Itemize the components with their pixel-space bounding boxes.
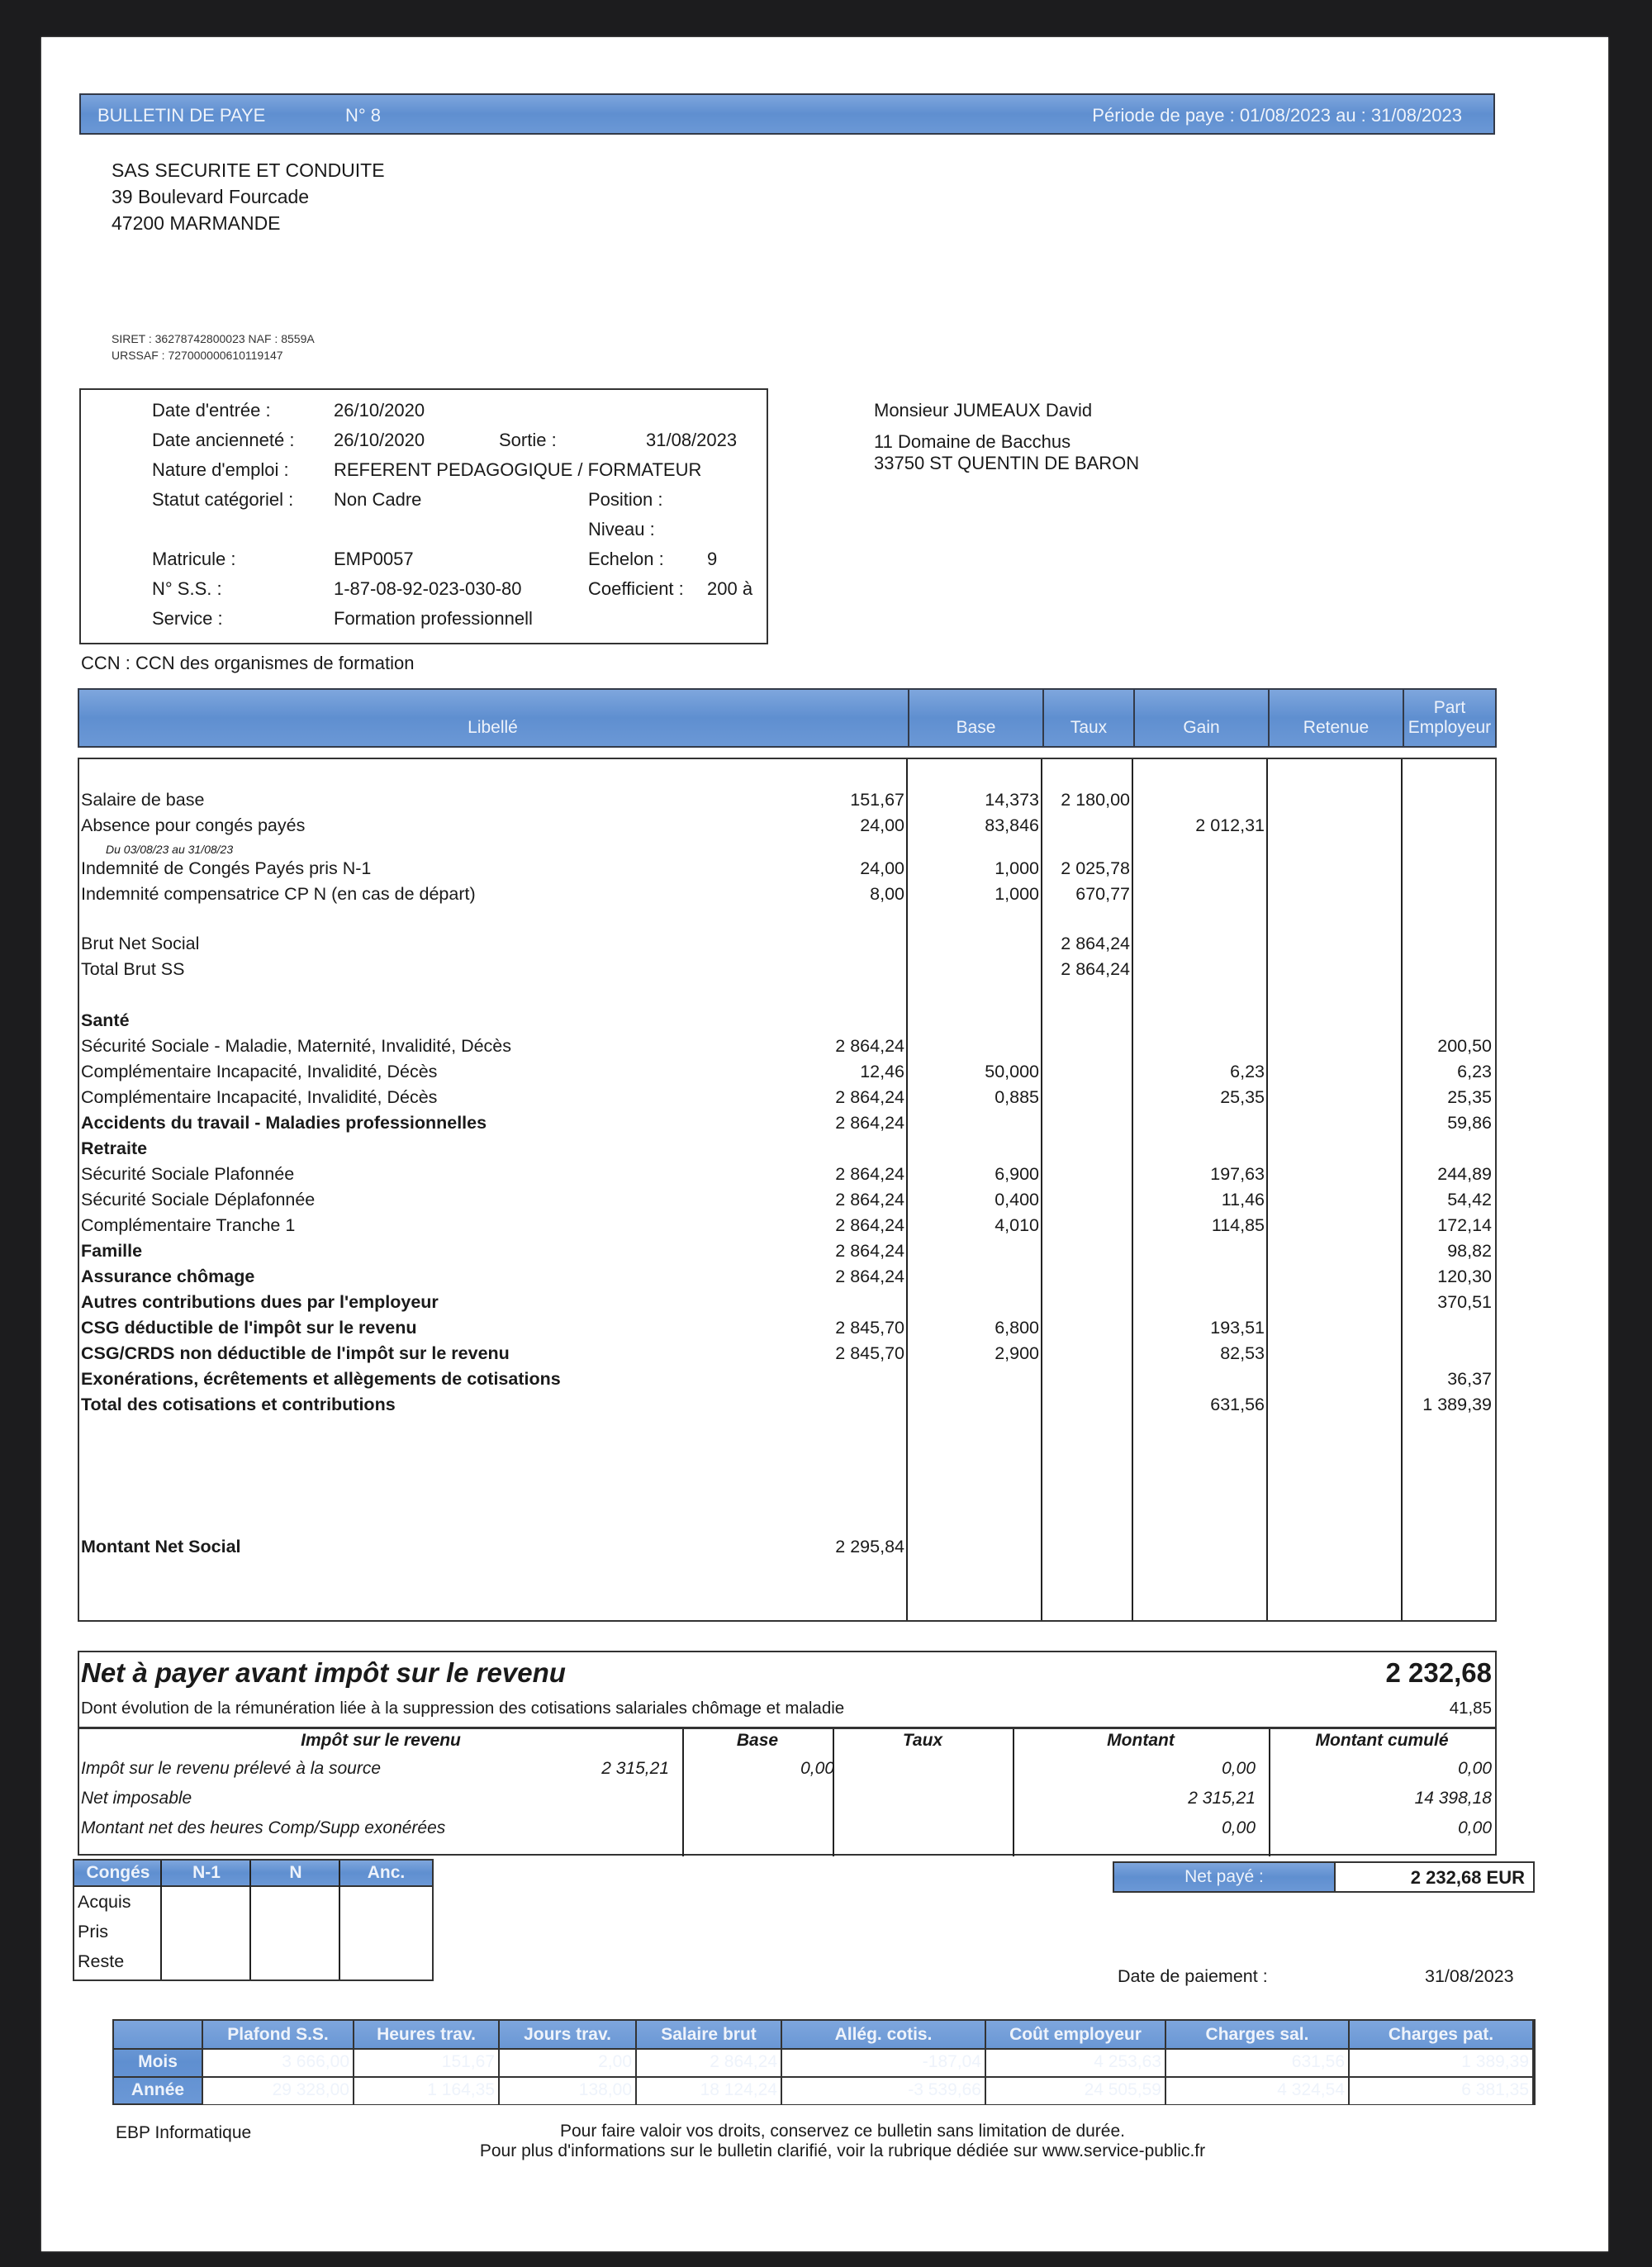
table-row (79, 1340, 1495, 1366)
ir-row-label: Montant net des heures Comp/Supp exonérées (81, 1818, 446, 1837)
line-base: 2 864,24 (835, 1113, 904, 1133)
summary-value-cell: 4 324,54 (1166, 2076, 1350, 2104)
net-paye-label: Net payé : (1114, 1863, 1336, 1891)
line-label: Sécurité Sociale - Maladie, Maternité, Invalidité, Décès (81, 1036, 512, 1056)
table-row (79, 881, 1495, 906)
summary-row-label: Mois (114, 2048, 203, 2076)
line-base: 8,00 (870, 884, 904, 904)
echelon-value: 9 (707, 549, 718, 569)
table-row (79, 1263, 1495, 1289)
matricule-label: Matricule : (152, 549, 236, 569)
date-entree-label: Date d'entrée : (152, 400, 271, 421)
summary-header-cell: Coût employeur (986, 2021, 1166, 2048)
summary-value-cell: 18 124,24 (637, 2076, 782, 2104)
company-name: SAS SECURITE ET CONDUITE (112, 159, 385, 181)
table-row (79, 1289, 1495, 1314)
line-employeur: 59,86 (1447, 1113, 1492, 1133)
line-retenue: 25,35 (1220, 1087, 1265, 1107)
niveau-label: Niveau : (588, 519, 655, 539)
line-employeur: 1 389,39 (1422, 1395, 1492, 1414)
ir-row-cumul: 14 398,18 (1414, 1789, 1492, 1808)
ir-row-montant: 2 315,21 (1188, 1789, 1256, 1808)
statut-value: Non Cadre (334, 489, 422, 510)
summary-corner (114, 2021, 203, 2048)
conges-header-cell: N (289, 1863, 302, 1882)
line-label: Total des cotisations et contributions (81, 1395, 396, 1414)
statut-label: Statut catégoriel : (152, 489, 294, 510)
document-title: BULLETIN DE PAYE (97, 105, 266, 126)
line-employeur: 120,30 (1437, 1267, 1492, 1286)
line-taux: 6,900 (995, 1164, 1039, 1184)
table-row (79, 1314, 1495, 1340)
table-row (79, 1391, 1495, 1417)
line-label: Salaire de base (81, 790, 205, 810)
line-employeur: 244,89 (1437, 1164, 1492, 1184)
line-taux: 50,000 (985, 1062, 1039, 1081)
line-label: Indemnité de Congés Payés pris N-1 (81, 858, 372, 878)
line-label: Santé (81, 1010, 130, 1030)
line-label: Brut Net Social (81, 934, 200, 953)
table-row (79, 1135, 1495, 1161)
ir-header-base: Base (736, 1731, 779, 1750)
payroll-table-header (78, 688, 1497, 748)
line-employeur: 98,82 (1447, 1241, 1492, 1261)
line-base: 24,00 (860, 815, 904, 835)
table-row (79, 1058, 1495, 1084)
table-row (79, 812, 1495, 838)
line-gain: 2 864,24 (1061, 934, 1130, 953)
row-divider (114, 2048, 1534, 2050)
ir-row-label: Impôt sur le revenu prélevé à la source (81, 1759, 382, 1778)
column-divider (160, 1861, 162, 1979)
line-label: Indemnité compensatrice CP N (en cas de départ) (81, 884, 476, 904)
ir-row-base: 2 315,21 (601, 1759, 669, 1778)
line-gain: 2 025,78 (1061, 858, 1130, 878)
net-before-tax-label: Net à payer avant impôt sur le revenu (81, 1657, 566, 1688)
table-row (79, 930, 1495, 956)
line-label: Autres contributions dues par l'employeur (81, 1292, 439, 1312)
matricule-value: EMP0057 (334, 549, 414, 569)
line-label: Famille (81, 1241, 143, 1261)
conges-header-cell: Congés (86, 1863, 150, 1882)
line-label: Montant Net Social (81, 1537, 241, 1556)
ir-row-cumul: 0,00 (1458, 1759, 1492, 1778)
footer-line-1: Pour faire valoir vos droits, conservez ce bulletin sans limitation de durée. (560, 2122, 1125, 2141)
pay-period: Période de paye : 01/08/2023 au : 31/08/2023 (1092, 105, 1462, 126)
summary-header-cell: Jours trav. (500, 2021, 637, 2048)
footer-line-2: Pour plus d'informations sur le bulletin clarifié, voir la rubrique dédiée sur www.service-public.fr (479, 2141, 1206, 2160)
summary-table (112, 2019, 1536, 2105)
summary-value-cell: 2 864,24 (637, 2048, 782, 2076)
line-base: 2 864,24 (835, 1215, 904, 1235)
net-paye-value: 2 232,68 EUR (1410, 1867, 1525, 1888)
evolution-value: 41,85 (1449, 1699, 1492, 1718)
line-gain: 2 180,00 (1061, 790, 1130, 810)
ccn-label: CCN : CCN des organismes de formation (81, 653, 415, 673)
line-retenue: 82,53 (1220, 1343, 1265, 1363)
evolution-label: Dont évolution de la rémunération liée à la suppression des cotisations salariales chômage et maladie (81, 1699, 845, 1718)
column-divider (249, 1861, 251, 1979)
date-anciennete-label: Date ancienneté : (152, 430, 295, 450)
line-base: 2 864,24 (835, 1036, 904, 1056)
line-retenue: 6,23 (1230, 1062, 1265, 1081)
line-employeur: 36,37 (1447, 1369, 1492, 1389)
recipient-block (874, 397, 1139, 474)
col-gain: Gain (1133, 690, 1268, 746)
line-base: 2 845,70 (835, 1343, 904, 1363)
coefficient-label: Coefficient : (588, 578, 684, 599)
ir-header-cumul: Montant cumulé (1315, 1731, 1449, 1750)
line-label: Sécurité Sociale Plafonnée (81, 1164, 295, 1184)
conges-row-acquis: Acquis (78, 1892, 131, 1912)
line-taux: 6,800 (995, 1318, 1039, 1338)
summary-header-cell: Allég. cotis. (782, 2021, 986, 2048)
row-divider (114, 2076, 1534, 2078)
income-tax-table (79, 1727, 1495, 1856)
line-employeur: 172,14 (1437, 1215, 1492, 1235)
conges-header-cell: Anc. (367, 1863, 406, 1882)
col-part-employeur: Part Employeur (1403, 690, 1495, 746)
line-employeur: 25,35 (1447, 1087, 1492, 1107)
table-row (79, 1186, 1495, 1212)
line-label: CSG/CRDS non déductible de l'impôt sur le revenu (81, 1343, 510, 1363)
line-label: Exonérations, écrêtements et allègements de cotisations (81, 1369, 561, 1389)
table-row (79, 1238, 1495, 1263)
line-base: 2 845,70 (835, 1318, 904, 1338)
summary-value-cell: 4 253,63 (986, 2048, 1166, 2076)
line-label: Accidents du travail - Maladies professionnelles (81, 1113, 487, 1133)
table-row (79, 956, 1495, 981)
line-label: Complémentaire Tranche 1 (81, 1215, 296, 1235)
line-taux: 1,000 (995, 884, 1039, 904)
line-taux: 0,885 (995, 1087, 1039, 1107)
line-base: 2 864,24 (835, 1241, 904, 1261)
coefficient-value: 200 à (707, 578, 753, 599)
table-row (79, 1084, 1495, 1110)
col-base: Base (908, 690, 1042, 746)
position-label: Position : (588, 489, 663, 510)
line-retenue: 11,46 (1221, 1190, 1265, 1210)
table-row (79, 855, 1495, 881)
summary-value-cell: 24 505,59 (986, 2076, 1166, 2104)
summary-value-cell: 29 328,00 (203, 2076, 354, 2104)
line-label: Absence pour congés payés (81, 815, 306, 835)
service-value: Formation professionnell (334, 608, 533, 629)
summary-value-cell: 138,00 (500, 2076, 637, 2104)
conges-row-reste: Reste (78, 1951, 125, 1971)
employee-info-box (79, 388, 768, 644)
summary-row-label: Année (114, 2076, 203, 2104)
line-taux: 1,000 (995, 858, 1039, 878)
payroll-lines (78, 758, 1497, 1622)
line-employeur: 54,42 (1447, 1190, 1492, 1210)
line-taux: 0,400 (995, 1190, 1039, 1210)
summary-header-cell: Charges sal. (1166, 2021, 1350, 2048)
table-row (79, 1007, 1495, 1033)
ir-header-taux: Taux (902, 1731, 943, 1750)
line-taux: 2,900 (995, 1343, 1039, 1363)
payment-date-value: 31/08/2023 (1425, 1966, 1514, 1986)
line-taux: 83,846 (985, 815, 1039, 835)
summary-header-cell: Charges pat. (1350, 2021, 1534, 2048)
net-paye-box (1113, 1861, 1535, 1893)
summary-value-cell: 6 381,35 (1350, 2076, 1534, 2104)
summary-value-cell: 151,67 (354, 2048, 500, 2076)
footer-notice (0, 2122, 1652, 2161)
recipient-name: Monsieur JUMEAUX David (874, 400, 1093, 421)
line-base: 12,46 (860, 1062, 904, 1081)
summary-value-cell: 1 164,35 (354, 2076, 500, 2104)
table-row (79, 1110, 1495, 1135)
line-label: Assurance chômage (81, 1267, 255, 1286)
summary-value-cell: 2,00 (500, 2048, 637, 2076)
date-entree-value: 26/10/2020 (334, 400, 425, 421)
col-retenue: Retenue (1268, 690, 1403, 746)
summary-header-cell: Plafond S.S. (203, 2021, 354, 2048)
summary-value-cell: -3 539,66 (782, 2076, 986, 2104)
conges-header-cell: N-1 (192, 1863, 221, 1882)
col-taux: Taux (1042, 690, 1133, 746)
net-before-tax-value: 2 232,68 (1385, 1657, 1492, 1688)
line-label: CSG déductible de l'impôt sur le revenu (81, 1318, 417, 1338)
company-address-2: 47200 MARMANDE (112, 212, 281, 234)
date-anciennete-value: 26/10/2020 (334, 430, 425, 450)
ir-row-cumul: 0,00 (1458, 1818, 1492, 1837)
summary-header-cell: Salaire brut (637, 2021, 782, 2048)
line-taux: 4,010 (995, 1215, 1039, 1235)
summary-value-cell: 3 666,00 (203, 2048, 354, 2076)
urssaf-number: URSSAF : 727000000610119147 (112, 349, 283, 362)
ir-header-libelle: Impôt sur le revenu (301, 1731, 461, 1750)
payslip-number: N° 8 (345, 105, 382, 126)
line-gain: 670,77 (1075, 884, 1130, 904)
table-row (79, 1366, 1495, 1391)
ir-header-montant: Montant (1107, 1731, 1175, 1750)
line-retenue: 2 012,31 (1195, 815, 1265, 835)
line-retenue: 193,51 (1210, 1318, 1265, 1338)
nature-emploi-value: REFERENT PEDAGOGIQUE / FORMATEUR (334, 459, 702, 480)
conges-row-pris: Pris (78, 1922, 109, 1941)
software-credit: EBP Informatique (116, 2123, 252, 2142)
table-row (79, 1212, 1495, 1238)
line-base: 2 864,24 (835, 1087, 904, 1107)
line-employeur: 200,50 (1437, 1036, 1492, 1056)
payment-date-label: Date de paiement : (1118, 1966, 1268, 1986)
ir-row-montant: 0,00 (1222, 1759, 1256, 1778)
ir-row-montant: 0,00 (1222, 1818, 1256, 1837)
line-base: 2 295,84 (835, 1537, 904, 1556)
table-row (79, 1033, 1495, 1058)
line-label: Total Brut SS (81, 959, 185, 979)
line-label: Du 03/08/23 au 31/08/23 (106, 843, 234, 856)
line-employeur: 6,23 (1457, 1062, 1492, 1081)
line-base: 2 864,24 (835, 1267, 904, 1286)
nss-label: N° S.S. : (152, 578, 222, 599)
summary-header-cell: Heures trav. (354, 2021, 500, 2048)
service-label: Service : (152, 608, 223, 629)
table-row (79, 1533, 1495, 1559)
table-row (79, 1161, 1495, 1186)
summary-value-cell: -187,04 (782, 2048, 986, 2076)
line-gain: 2 864,24 (1061, 959, 1130, 979)
sortie-value: 31/08/2023 (646, 430, 738, 450)
line-base: 2 864,24 (835, 1164, 904, 1184)
ir-row-taux: 0,00 (800, 1759, 834, 1778)
summary-value-cell: 631,56 (1166, 2048, 1350, 2076)
line-base: 2 864,24 (835, 1190, 904, 1210)
line-taux: 14,373 (985, 790, 1039, 810)
line-label: Complémentaire Incapacité, Invalidité, Décès (81, 1062, 438, 1081)
line-retenue: 197,63 (1210, 1164, 1265, 1184)
ir-row-label: Net imposable (81, 1789, 192, 1808)
net-pay-section (78, 1651, 1497, 1856)
company-identifiers (112, 330, 315, 364)
line-label: Sécurité Sociale Déplafonnée (81, 1190, 316, 1210)
recipient-address-1: 11 Domaine de Bacchus (874, 431, 1071, 452)
line-label: Complémentaire Incapacité, Invalidité, Décès (81, 1087, 438, 1107)
line-label: Retraite (81, 1138, 148, 1158)
column-divider (339, 1861, 340, 1979)
line-base: 24,00 (860, 858, 904, 878)
col-libelle: Libellé (468, 718, 518, 737)
line-retenue: 631,56 (1210, 1395, 1265, 1414)
nature-emploi-label: Nature d'emploi : (152, 459, 289, 480)
echelon-label: Echelon : (588, 549, 664, 569)
line-employeur: 370,51 (1437, 1292, 1492, 1312)
payslip-header-bar (79, 93, 1495, 135)
line-retenue: 114,85 (1211, 1215, 1265, 1235)
nss-value: 1-87-08-92-023-030-80 (334, 578, 522, 599)
sortie-label: Sortie : (499, 430, 557, 450)
company-address-1: 39 Boulevard Fourcade (112, 186, 310, 207)
company-block (112, 157, 385, 236)
summary-value-cell: 1 389,39 (1350, 2048, 1534, 2076)
conges-header (74, 1861, 432, 1887)
conges-table (73, 1859, 434, 1981)
line-base: 151,67 (850, 790, 904, 810)
table-row (79, 787, 1495, 812)
siret-naf: SIRET : 36278742800023 NAF : 8559A (112, 332, 315, 345)
recipient-address-2: 33750 ST QUENTIN DE BARON (874, 453, 1140, 473)
